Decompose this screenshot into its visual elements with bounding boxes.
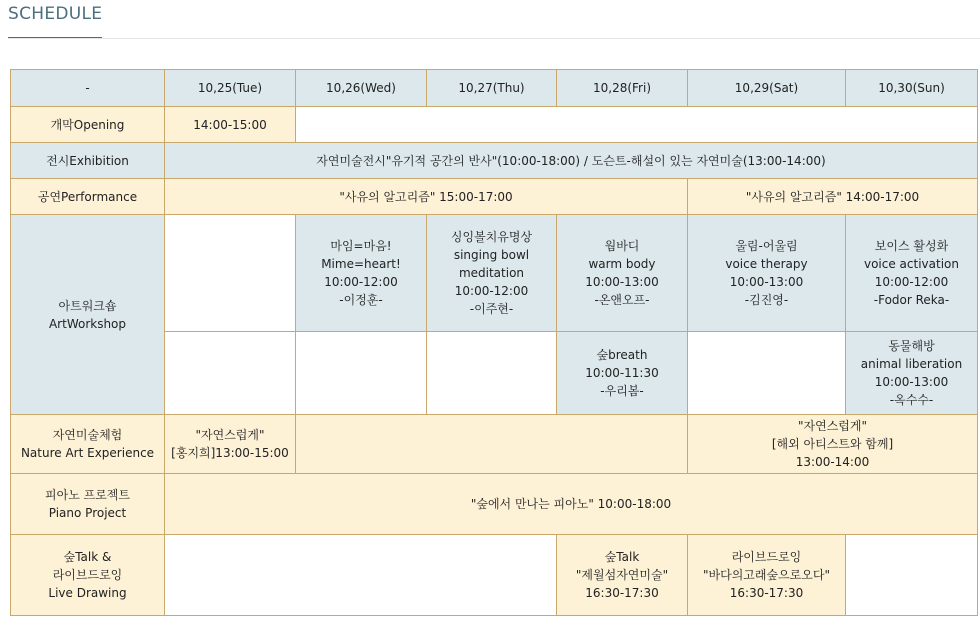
nature-tue	[165, 415, 296, 474]
workshop-fri-2-line: 10:00-11:30	[585, 366, 659, 380]
piano-label-ko: 피아노 프로젝트	[45, 488, 130, 502]
exhibition-row	[11, 143, 978, 179]
workshop-thu-line: 10:00-12:00	[454, 284, 529, 298]
workshop-fri-1	[557, 215, 688, 332]
workshop-fri-2	[557, 332, 688, 415]
workshop-fri-2-line: 숲breath	[596, 348, 648, 362]
nature-sat-sun-line: "자연스럽게"	[798, 419, 867, 433]
workshop-wed-line: 마임=마음!	[330, 239, 392, 253]
workshop-wed-line: 10:00-12:00	[324, 275, 398, 289]
workshop-sun-2-line: -옥수수-	[889, 393, 934, 407]
talk-sat-line: 16:30-17:30	[729, 586, 804, 600]
performance-tue-fri: "사유의 알고리즘" 15:00-17:00	[165, 179, 688, 215]
header-day-fri: 10,28(Fri)	[557, 70, 688, 107]
workshop-label-en: ArtWorkshop	[48, 316, 127, 331]
workshop-wed-line: Mime=heart!	[321, 257, 401, 271]
workshop-sun-2-line: 동물해방	[888, 339, 935, 353]
header-day-thu: 10,27(Thu)	[427, 70, 557, 107]
talk-fri-line: "제월섬자연미술"	[575, 568, 669, 582]
exhibition-text: 자연미술전시"유기적 공간의 반사"(10:00-18:00) / 도슨트-해설이 있는 자연미술(13:00-14:00)	[165, 143, 978, 179]
workshop-fri-1-line: 10:00-13:00	[585, 275, 659, 289]
workshop-sun-2-line: 10:00-13:00	[874, 375, 949, 389]
exhibition-label: 전시Exhibition	[11, 143, 165, 179]
workshop-sun-1-line: voice activation	[863, 257, 959, 271]
talk-fri	[557, 535, 688, 616]
talk-sat	[688, 535, 846, 616]
nature-sat-sun-line: 13:00-14:00	[795, 455, 870, 469]
workshop-sat-line: 10:00-13:00	[729, 275, 804, 289]
header-corner: -	[11, 70, 165, 107]
nature-tue-line: "자연스럽게"	[195, 428, 265, 442]
performance-sat-sun: "사유의 알고리즘" 14:00-17:00	[688, 179, 978, 215]
schedule-table	[10, 69, 978, 616]
workshop-thu-line: -이주현-	[469, 302, 514, 316]
nature-tue-line: [홍지희]13:00-15:00	[171, 446, 289, 460]
piano-text: "숲에서 만나는 피아노" 10:00-18:00	[165, 474, 978, 535]
talk-label-line: 라이브드로잉	[52, 568, 123, 582]
header-row	[11, 70, 978, 107]
workshop-thu-line: meditation	[458, 266, 525, 280]
opening-label: 개막Opening	[11, 107, 165, 143]
workshop-fri-2-line: -우리봄-	[600, 384, 644, 398]
piano-row	[11, 474, 978, 535]
workshop-sun-1	[846, 215, 978, 332]
header-day-sun: 10,30(Sun)	[846, 70, 978, 107]
piano-label	[11, 474, 165, 535]
nature-row	[11, 415, 978, 474]
page-title: SCHEDULE	[8, 4, 103, 24]
workshop-label-ko: 아트워크숍	[58, 298, 117, 313]
talk-sun-empty	[846, 535, 978, 616]
talk-sat-line: 라이브드로잉	[731, 550, 802, 564]
talk-fri-line: 16:30-17:30	[585, 586, 659, 600]
workshop-sun-1-line: 10:00-12:00	[874, 275, 949, 289]
workshop-sat-line: 울림-어울림	[735, 239, 798, 253]
talk-row	[11, 535, 978, 616]
talk-sat-line: "바다의고래숲으로오다"	[703, 568, 830, 582]
opening-row	[11, 107, 978, 143]
opening-empty	[296, 107, 978, 143]
workshop-sat	[688, 215, 846, 332]
workshop-2-sat-empty	[688, 332, 846, 415]
performance-row	[11, 179, 978, 215]
workshop-wed	[296, 215, 427, 332]
nature-wed-fri-empty	[296, 415, 688, 474]
workshop-row-1	[11, 215, 978, 332]
header-day-tue: 10,25(Tue)	[165, 70, 296, 107]
workshop-thu-line: singing bowl	[453, 248, 530, 262]
talk-label-line: 숲Talk &	[63, 550, 112, 564]
nature-sat-sun	[688, 415, 978, 474]
header-day-wed: 10,26(Wed)	[296, 70, 427, 107]
workshop-wed-line: -이정훈-	[339, 293, 383, 307]
workshop-2-tue-empty	[165, 332, 296, 415]
workshop-sat-line: voice therapy	[725, 257, 808, 271]
workshop-thu-line: 싱잉볼치유명상	[450, 230, 533, 244]
header-day-sat: 10,29(Sat)	[688, 70, 846, 107]
workshop-tue-empty	[165, 215, 296, 332]
talk-label	[11, 535, 165, 616]
opening-tue-time: 14:00-15:00	[165, 107, 296, 143]
nature-label-ko: 자연미술체험	[52, 428, 123, 442]
workshop-sun-2-line: animal liberation	[860, 357, 963, 371]
piano-label-en: Piano Project	[48, 506, 127, 520]
workshop-sat-line: -김진영-	[744, 293, 789, 307]
workshop-fri-1-line: 웜바디	[604, 239, 640, 253]
workshop-thu	[427, 215, 557, 332]
title-divider	[8, 38, 980, 39]
workshop-2-thu-empty	[427, 332, 557, 415]
workshop-sun-2	[846, 332, 978, 415]
workshop-label	[11, 215, 165, 415]
talk-label-line: Live Drawing	[48, 586, 127, 600]
workshop-fri-1-line: warm body	[588, 257, 656, 271]
talk-tue-thu-empty	[165, 535, 557, 616]
nature-label-en: Nature Art Experience	[20, 446, 155, 460]
workshop-sun-1-line: 보이스 활성화	[874, 239, 949, 253]
talk-fri-line: 숲Talk	[604, 550, 640, 564]
workshop-sun-1-line: -Fodor Reka-	[873, 293, 950, 307]
nature-sat-sun-line: [해외 아티스트와 함께]	[771, 437, 894, 451]
workshop-fri-1-line: -온앤오프-	[594, 293, 650, 307]
workshop-2-wed-empty	[296, 332, 427, 415]
nature-label	[11, 415, 165, 474]
performance-label: 공연Performance	[11, 179, 165, 215]
